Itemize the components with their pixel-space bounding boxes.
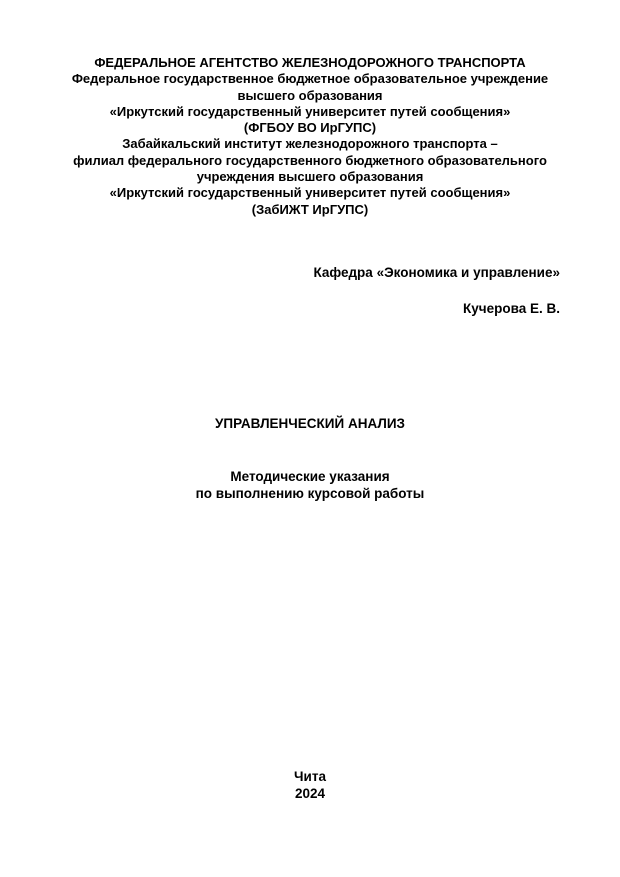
header-line-branch-university-name: «Иркутский государственный университет путей сообщения»: [109, 185, 511, 201]
publication-info: [0, 769, 620, 802]
subtitle-line-2: по выполнению курсовой работы: [195, 485, 425, 501]
publication-city: Чита: [294, 769, 326, 784]
header-line-university-name: «Иркутский государственный университет путей сообщения»: [109, 103, 511, 119]
document-subtitle: [0, 469, 620, 502]
header-line-university-abbr: (ФГБОУ ВО ИрГУПС): [243, 120, 377, 136]
header-line-agency: ФЕДЕРАЛЬНОЕ АГЕНТСТВО ЖЕЛЕЗНОДОРОЖНОГО ТРАНСПОРТА: [94, 55, 526, 70]
header-line-branch-education-level: учреждения высшего образования: [196, 169, 424, 185]
header-line-institute-abbr: (ЗабИЖТ ИрГУПС): [251, 201, 369, 217]
institution-header: [0, 55, 620, 218]
document-title: УПРАВЛЕНЧЕСКИЙ АНАЛИЗ: [215, 416, 405, 431]
header-line-institute-name: Забайкальский институт железнодорожного транспорта –: [122, 136, 498, 152]
publication-year: 2024: [294, 785, 326, 801]
author-name: Кучерова Е. В.: [463, 301, 560, 316]
header-line-branch-type: филиал федерального государственного бюджетного образовательного: [73, 152, 547, 168]
department-name: Кафедра «Экономика и управление»: [313, 265, 560, 280]
header-line-institution-type: Федеральное государственное бюджетное образовательное учреждение: [71, 71, 549, 87]
header-line-education-level: высшего образования: [237, 87, 383, 103]
subtitle-line-1: Методические указания: [230, 469, 390, 484]
